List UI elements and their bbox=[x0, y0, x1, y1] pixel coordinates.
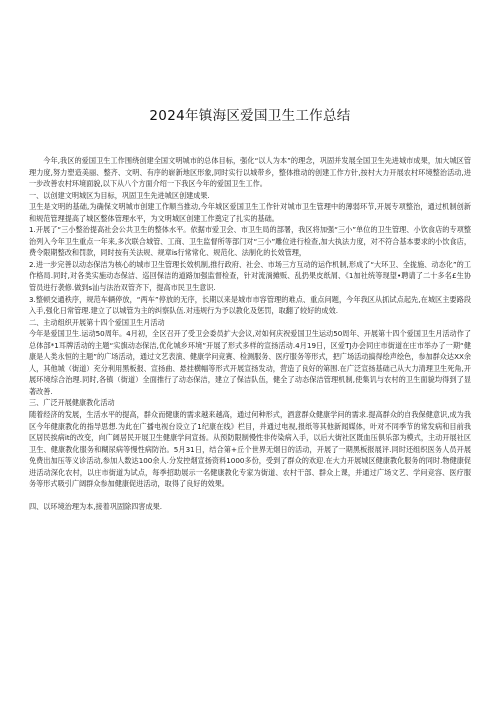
document-title: 2024年镇海区爱国卫生工作总结 bbox=[149, 108, 351, 124]
document-body bbox=[29, 155, 471, 513]
section-heading-1: 一、以创建文明城区为目标，巩固卫生先进城区创建成果. bbox=[29, 190, 210, 200]
section-heading-4: 四、以环境治理为本,接着巩固除四害成果. bbox=[29, 502, 163, 512]
paragraph: 3.整顿交通秩序，规范车辆停放，“两车”停放的无序，长期以来是城市市容管理的难点、重点问题，今年我区从抓试点起先,在城区主要路段入手,强化日常管理.建立了以城管为主的纠察队伍.对违规行为予以教化及惩罚，取翻了较好的成效. bbox=[29, 294, 471, 316]
paragraph: 随着经济的发展，生活水平的提高，群众而健康的需求越来越高，通过何种形式，酒意群众健康学问的需求.提高群众的自我保健意识,成为我区今年健康教化的指导思想.为此在广播电视台设立了1纪康在线》栏目，并通过电视,报纸等其他新闻媒体，叶对不同季节的常发病和目前我区居民挨病it的改变，向广阔居民开展卫生健康学问宣扬。从预防限制慢性非传染病入手，以后大街社区既血压俱乐部为模式，主动开展社区卫生、健康教化服务和糊尿病等慢性病防治。5月31日，结合第+丘个世界无烟日的活动，开展了一期黑板报展评.同时还组织医务人员开展免费出加压等义诊活动,参加人数达100余人.分发控烟宣扬资料1000多份，受到了群众的欢迎.在大力开展城区健康教化服务的同时.物健康促进活动深化农村，以庄市街道为试点，每季招助展示一名健康教化专家为街道、农村干部、群众上课，并通过广场文艺、学问竞容、医疗服务等形式吸引广阔群众参加健康促进活动，取得了良好的效果。 bbox=[29, 410, 471, 489]
paragraph-intro: 今年,我区的爱国卫生工作围绕创建全国文明城市的总体目标，强化“以人为本”的理念，巩固并发展全国卫生先进城市成果，加大城区管理力度,努力塑造美丽、整齐、文明、有序的崭新地区形象,同时实行以城带乡，整体推动的创建工作方针,按村大力开展农村环境整治活动,进一步改善农村环境面貌,以下从八个方面介绍一下我区今年的爱国卫生工作。 bbox=[29, 156, 471, 189]
paragraph: 卫生是文明的基础,为确保文明城市创建工作顺当推动,今年城区爱国卫生工作针对城市卫生管理中的薄弱环节,开展专项整治，通过机制创新和规范管理提高了城区整体管理水平，为文明城区创建工作奠定了扎实的基础。 bbox=[29, 202, 471, 223]
section-heading-2: 二、主动组织开展第十四个爱国卫生月活动 bbox=[29, 317, 165, 327]
paragraph: 2.进一步完善以动态保洁为核心的城市卫生管理长效机制,推行政府、社会、市场三方互动的运作机制,形成了“大环卫、全拢施、动态化”的工作格局.同时,对各类实施动态保洁、巡回保洁的道路加强监督检查，针对流淌摊贩、乱扔果皮纸屑、《1加社统等现望•聘请了二十多名£生协管员进行袭修.做到s汕与法治双管齐下，提高市民卫生意识. bbox=[29, 259, 471, 293]
section-heading-3: 三、广泛开展健康教化活动 bbox=[29, 398, 115, 408]
paragraph: 今年是爱国卫生.运动50周年。4月初，全区召开了受卫会委员扩大会议,对如何庆祝爱国卫生运动50周年、开展第十四个爱国卫生月活动作了总体部*1耳牌活动的主题“实旗动态保洁,优化城乡环境”开展了形式多样的宣扬活动.4月19日，区爱TJ办会同庄市街道在庄市举办了一期“健康是人类永恒的主题”的广场活动，通过文艺表演、健康学问竞赛、检测服务、医疗服务等形式，把广场活动搞得绘声绘色，参加群众达XX余人，其他城（街道）充分利用黑板报、宣扬曲、悬挂横幅等形式开展宣扬发动，营造了良好的第围.在广泛宣扬基础己从大力清理卫生死角,开展环境综合治理.同时,各镇（街道）全面推行了动态保洁，建立了保洁队伍，健全了动态保洁管理机制,使集讥与农村的卫生面貌均得到了显著改善. bbox=[29, 329, 471, 396]
paragraph: 1.开展了“三小整治提高社会公共卫生的整体水平。依据市爱卫会、市卫生局的部署，我区将加强“三小”单位的卫生管理、小饮食店的专项整治列入今年卫生重点一年来,多次联合城管、工商、卫生监督所等部门对“三小”雕位进行检查,加大执法力度，对不符合基本要求的小饮食店，费令限期整改和罚款，同时按有关法规、规章is行常常化、规范化、法制化的长效管理， bbox=[29, 225, 471, 258]
